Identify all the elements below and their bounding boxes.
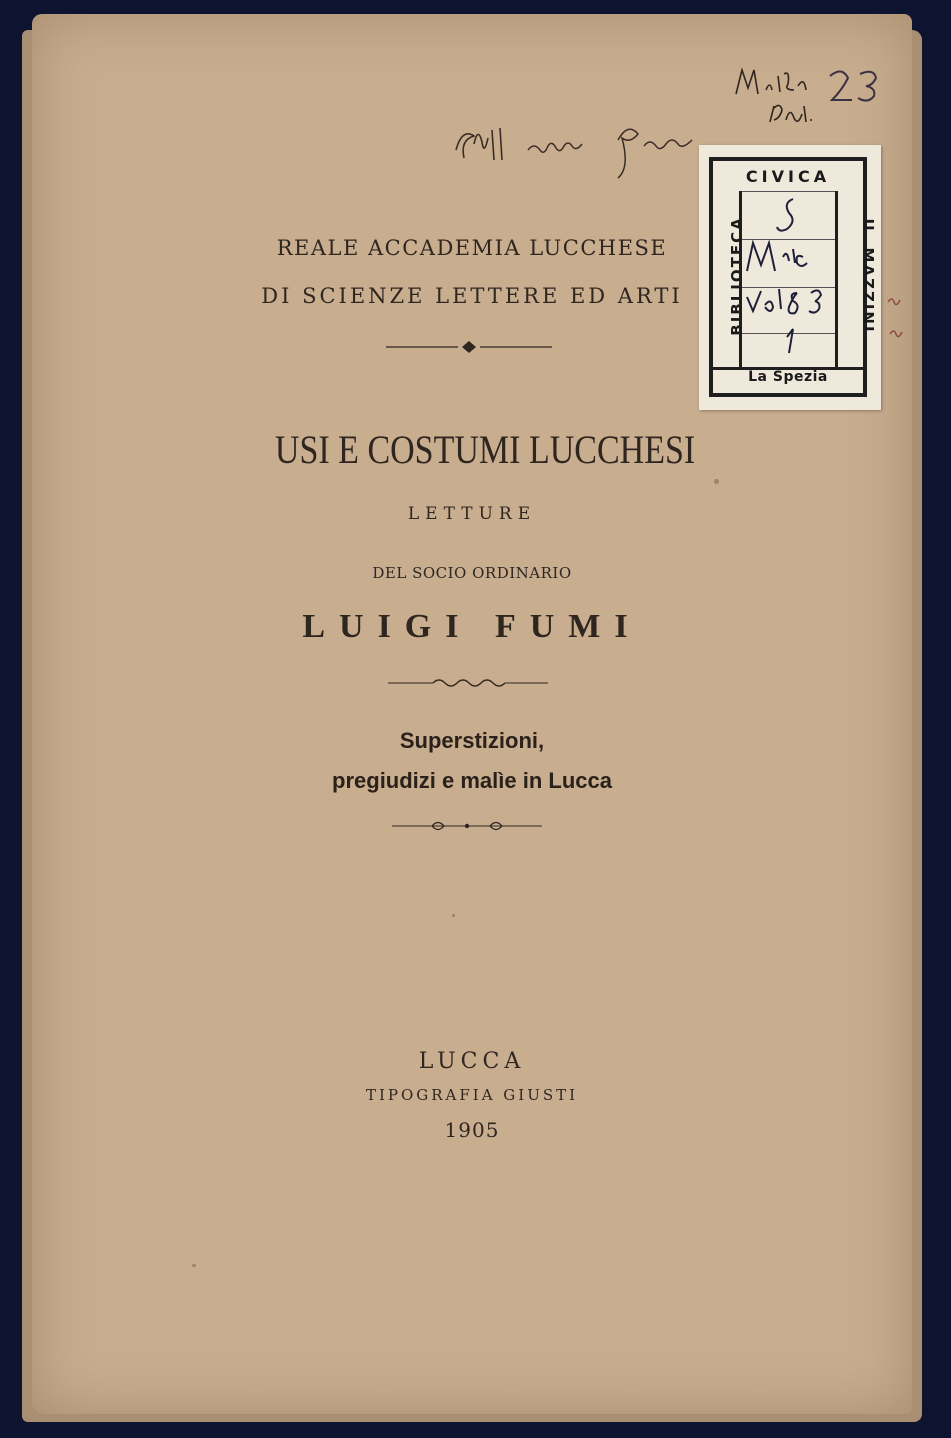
book-title: USI E COSTUMI LUCCHESI [274,427,696,472]
paper-speck [714,479,719,484]
flourish-rule-ornament [392,818,542,834]
handwritten-shelfmark [730,60,910,150]
publication-city: LUCCA [418,1049,526,1074]
label-handwritten-shelfmark [741,193,837,365]
library-shelf-label [699,145,881,410]
printer-name: TIPOGRAFIA GIUSTI [365,1086,579,1104]
author-prefix: DEL SOCIO ORDINARIO [372,564,572,582]
topic-line-2: pregiudizi e malìe in Lucca [332,768,612,793]
topic-line-1: Superstizioni, [399,728,545,753]
label-top-text: CIVICA [745,167,831,186]
label-rule [741,191,837,192]
paper-speck [192,1264,196,1267]
diamond-rule-ornament [386,339,552,355]
author-name: LUIGI FUMI [302,608,642,645]
paper-speck [452,914,455,917]
handwritten-dedication-signature [448,110,728,190]
label-frame [709,157,877,397]
academy-name-line-1: REALE ACCADEMIA LUCCHESE [276,236,668,260]
label-bottom-text: La Spezia [748,369,828,385]
academy-name-line-2: DI SCIENZE LETTERE ED ARTI [261,284,683,308]
scroll-rule-ornament [388,676,548,690]
book-subtitle: LETTURE [407,504,537,524]
label-rule [713,367,863,370]
handwritten-margin-note [884,290,914,350]
publication-year: 1905 [444,1118,500,1142]
label-left-text: BIBLIOTECA [728,216,746,336]
label-right-text: U. MAZZINI [859,218,877,334]
